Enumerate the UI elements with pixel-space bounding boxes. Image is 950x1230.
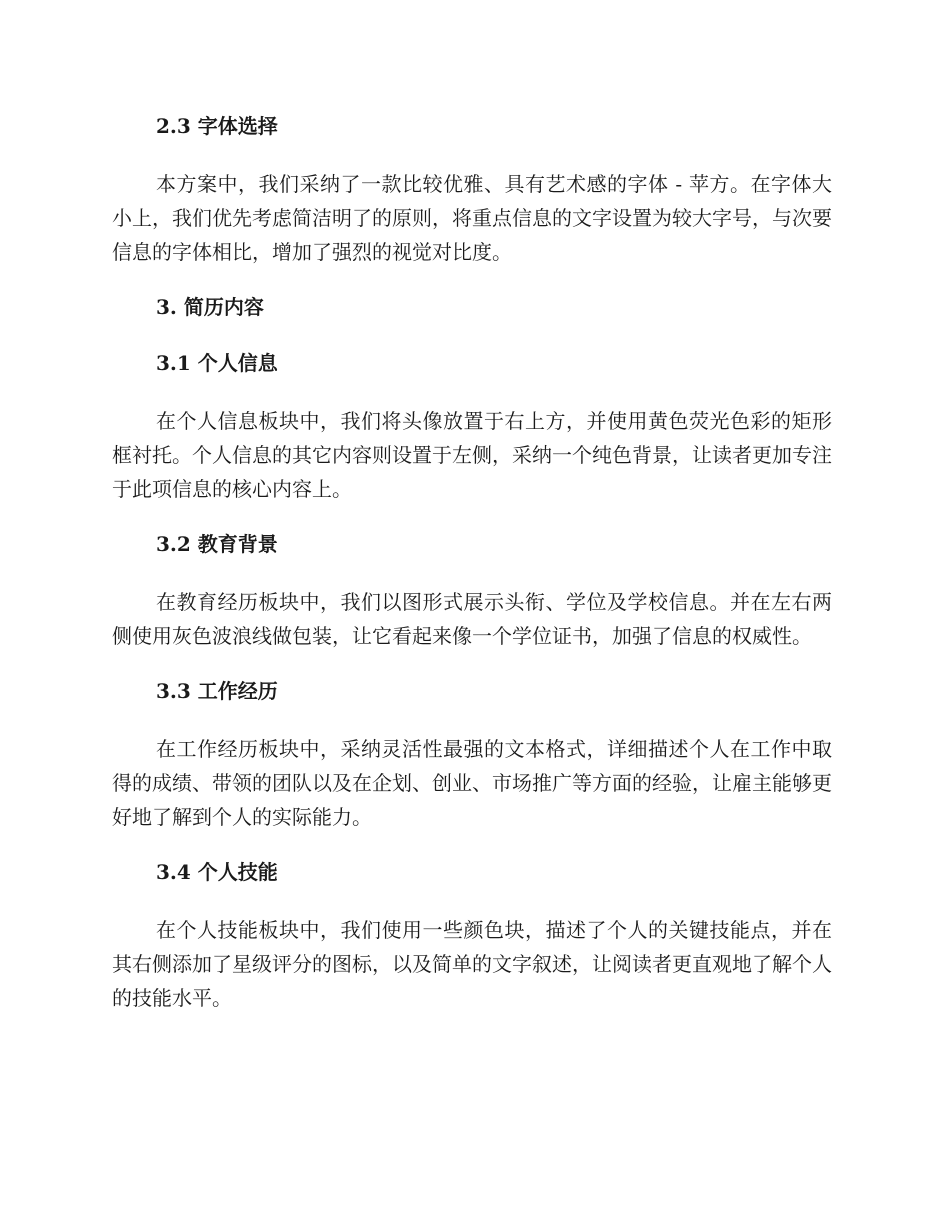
section-heading-3: 3. 简历内容 (156, 295, 264, 319)
section-heading-3-4: 3.4 个人技能 (156, 860, 278, 884)
section-heading-3-3: 3.3 工作经历 (156, 679, 278, 703)
section-heading-2-3: 2.3 字体选择 (156, 114, 278, 138)
section-body-3-1: 在个人信息板块中，我们将头像放置于右上方，并使用黄色荧光色彩的矩形框衬托。个人信息的其它内容则设置于左侧，采纳一个纯色背景，让读者更加专注于此项信息的核心内容上。 (112, 409, 832, 501)
section-body-3-4: 在个人技能板块中，我们使用一些颜色块，描述了个人的关键技能点，并在其右侧添加了星级评分的图标，以及简单的文字叙述，让阅读者更直观地了解个人的技能水平。 (112, 918, 832, 1010)
section-body-3-2: 在教育经历板块中，我们以图形式展示头衔、学位及学校信息。并在左右两侧使用灰色波浪线做包装，让它看起来像一个学位证书，加强了信息的权威性。 (112, 590, 832, 648)
section-heading-3-2: 3.2 教育背景 (156, 532, 278, 556)
section-body-2-3: 本方案中，我们采纳了一款比较优雅、具有艺术感的字体 - 苹方。在字体大小上，我们优先考虑简洁明了的原则，将重点信息的文字设置为较大字号，与次要信息的字体相比，增加了强烈的视觉对比度。 (112, 172, 832, 264)
section-body-3-3: 在工作经历板块中，采纳灵活性最强的文本格式，详细描述个人在工作中取得的成绩、带领的团队以及在企划、创业、市场推广等方面的经验，让雇主能够更好地了解到个人的实际能力。 (112, 737, 832, 829)
section-heading-3-1: 3.1 个人信息 (156, 351, 278, 375)
